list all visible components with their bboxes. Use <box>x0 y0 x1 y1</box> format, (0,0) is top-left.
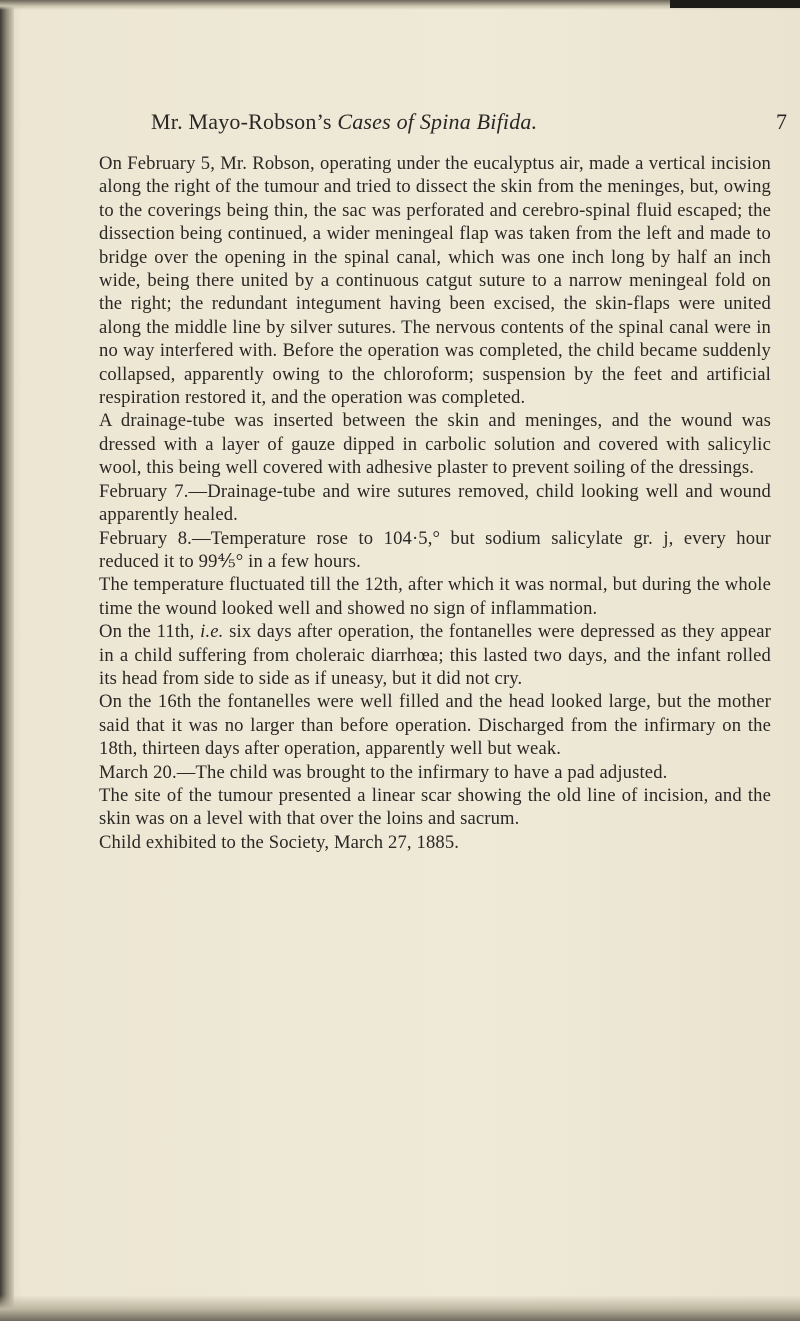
page-edge-bottom <box>0 1295 800 1321</box>
header-author: Mr. Mayo-Robson’s <box>151 109 338 134</box>
paragraph-march20: March 20.—The child was brought to the infirmary to have a pad adjusted. <box>99 761 668 783</box>
paragraph-operation: On February 5, Mr. Robson, operating under the eucalyptus air, made a vertical incision along the right of the tumour and tried to dissect the skin from the meninges, but, owing to the coverings being thin, the sac was perforated and cerebro-spinal fluid escaped; the dissection being continued, a wider meningeal flap was taken from the left and made to bridge over the opening in the spinal canal, which was one inch long by half an inch wide, being there united by a continuous catgut suture to a narrow meningeal fold on the right; the redundant integument having been excised, the skin-flaps were united along the middle line by silver sutures. The nervous contents of the spinal canal were in no way interfered with. Before the operation was completed, the child became suddenly collapsed, apparently owing to the chloroform; suspension by the feet and artificial respiration restored it, and the operation was completed. <box>99 153 771 409</box>
paragraph-16th: On the 16th the fontanelles were well filled and the head looked large, but the mother said that it was no larger than before operation. Discharged from the infirmary on the 18th, thirteen days after operation, apparently well but weak. <box>99 691 771 760</box>
paragraph-feb8: February 8.—Temperature rose to 104·5,° but sodium salicylate gr. j, every hour reduced it to 99⅘° in a few hours. <box>99 527 771 572</box>
header-title: Cases of Spina Bifida. <box>337 109 538 134</box>
paragraph-temperature: The temperature fluctuated till the 12th, after which it was normal, but during the whole time the wound looked well and showed no sign of inflammation. <box>99 574 771 619</box>
paragraph-drainage: A drainage-tube was inserted between the skin and meninges, and the wound was dressed with a layer of gauze dipped in carbolic solution and covered with salicylic wool, this being well covered with adhesive plaster to prevent soiling of the dressings. <box>99 410 771 479</box>
page-number: 7 <box>776 109 787 134</box>
paragraph-scar: The site of the tumour presented a linear scar showing the old line of incision, and the skin was on a level with that over the loins and sacrum. <box>99 784 771 830</box>
paragraph-11th-ie: i.e. <box>200 621 224 643</box>
paragraph-exhibited: Child exhibited to the Society, March 27, 1885. <box>99 831 460 853</box>
page-edge-left <box>0 0 14 1321</box>
running-header <box>151 108 800 136</box>
page-edge-top-right <box>670 0 800 8</box>
paragraph-11th-start: On the 11th, <box>99 621 201 643</box>
paragraph-11th-rest: six days after operation, the fontanelles were depressed as they appear in a child suffering from choleraic diarrhœa; this lasted two days, and the infant rolled its head from side to side as if uneasy, but it did not cry. <box>99 621 771 689</box>
paragraph-feb7: February 7.—Drainage-tube and wire sutures removed, child looking well and wound apparently healed. <box>99 480 771 526</box>
paragraph-11th <box>99 620 771 690</box>
body-text <box>99 152 771 854</box>
